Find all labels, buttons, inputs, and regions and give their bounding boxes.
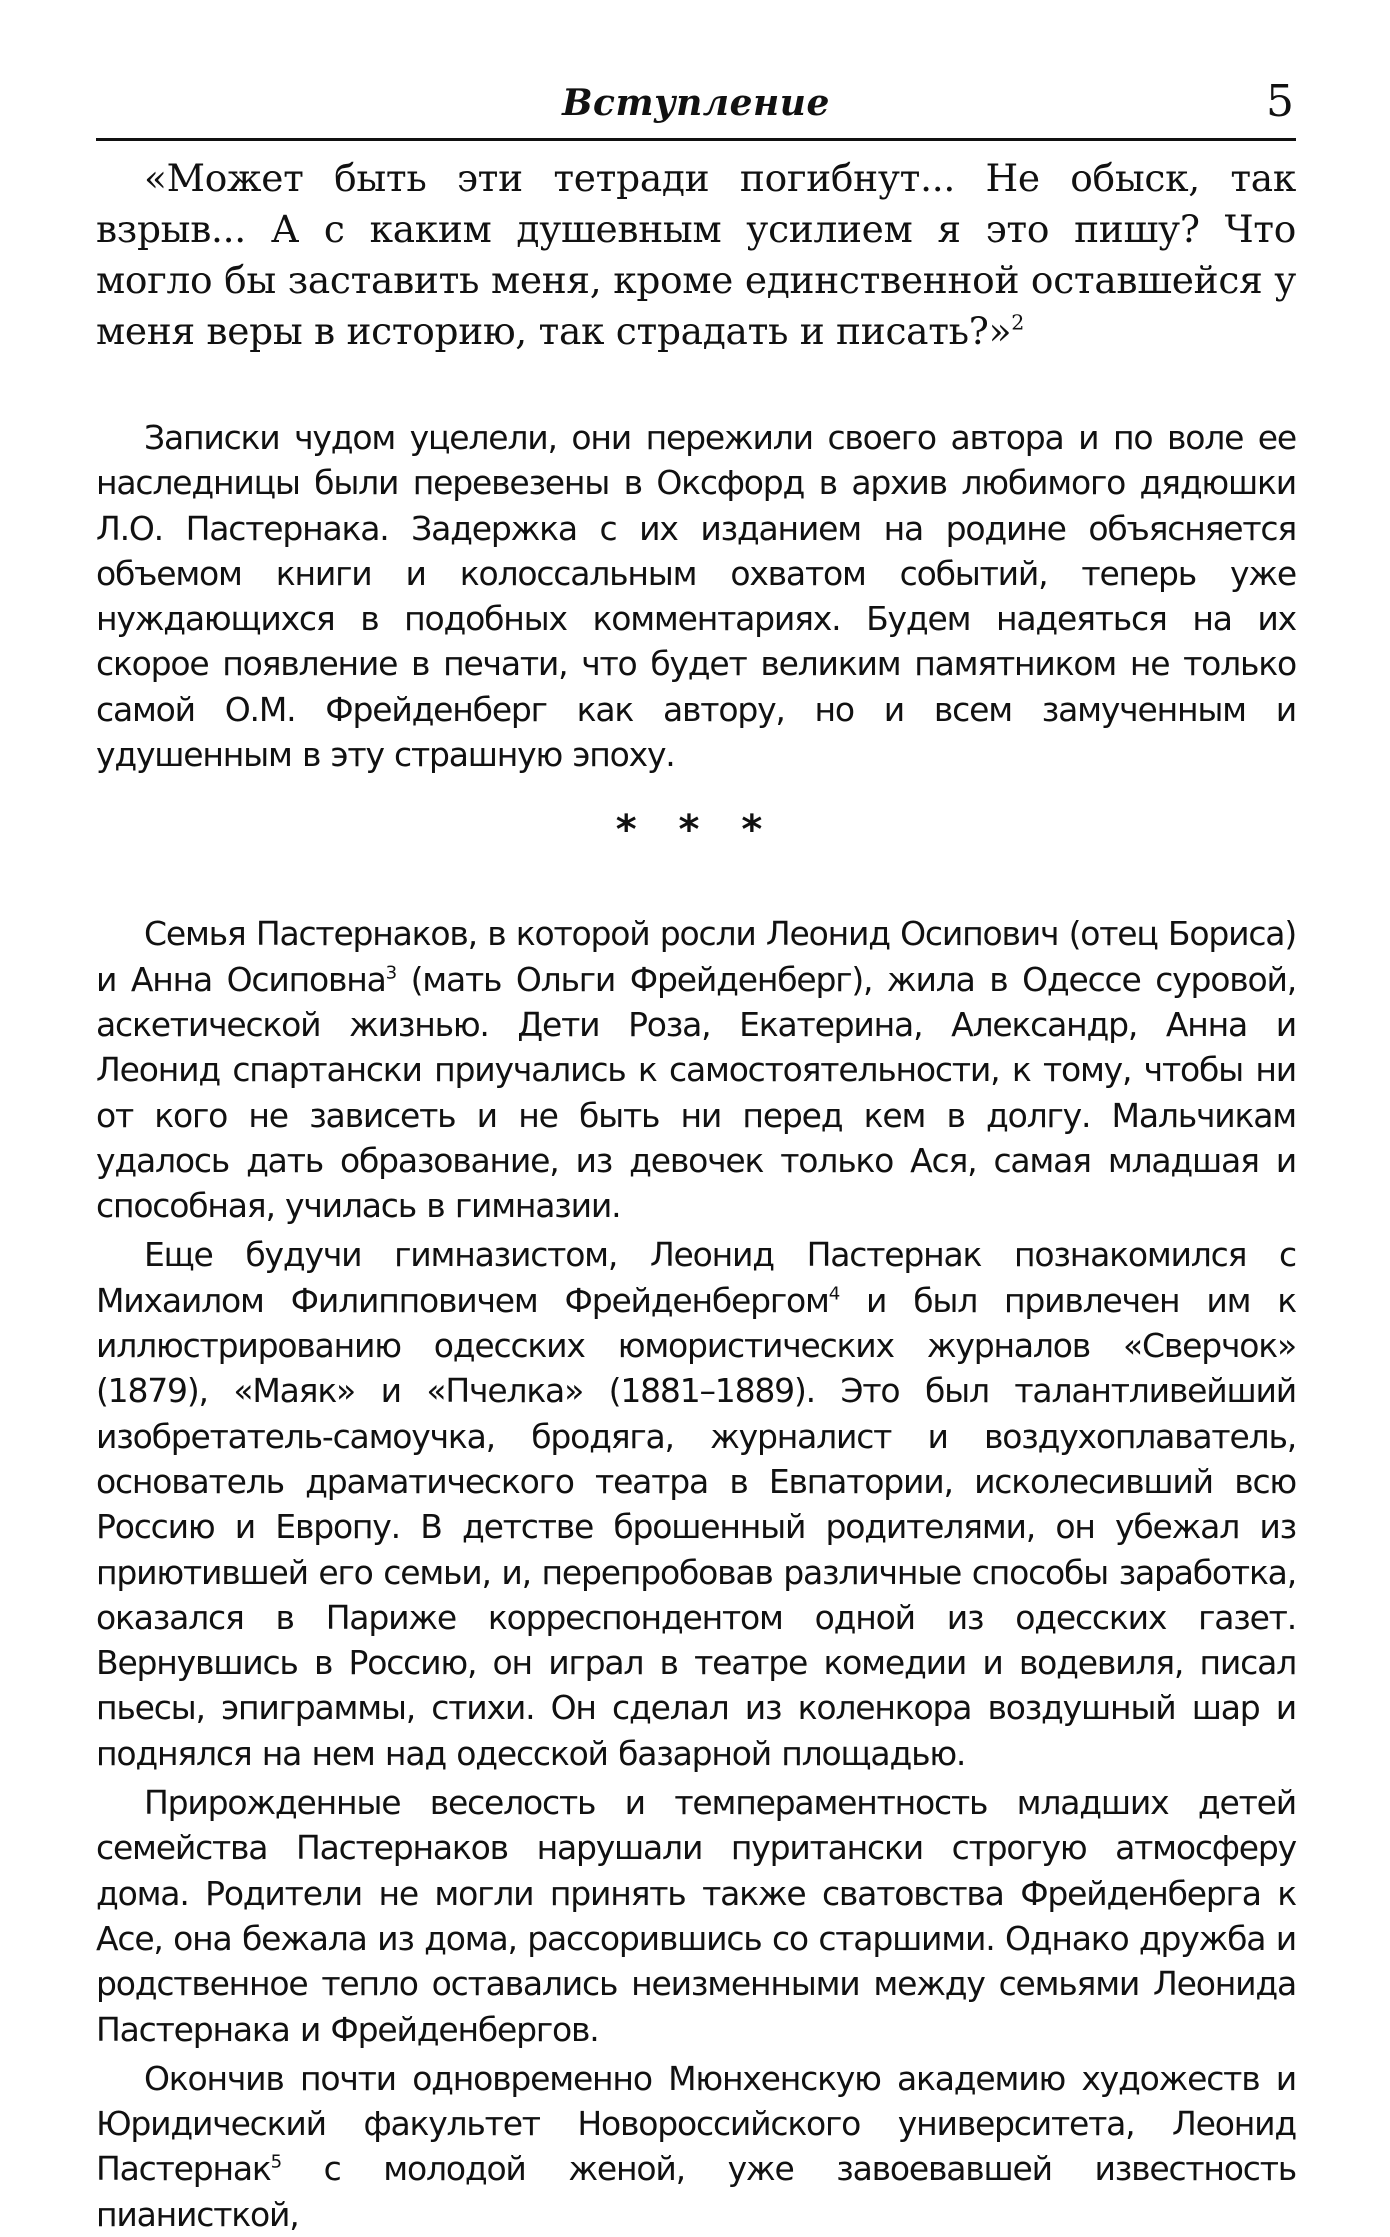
running-header [96,76,1296,141]
running-title: Вступление [562,82,830,124]
footnote-mark: 4 [828,1283,840,1305]
paragraph-3 [96,1232,1296,1776]
paragraph-5-text-a: Окончив почти одновременно Мюнхенскую академию художеств и Юридический факультет Новороссийского университета, Леонид Пастернак [96,2058,1296,2189]
footnote-mark: 3 [385,961,396,983]
paragraph-4: Прирожденные веселость и темпераментность младших детей семейства Пастернаков нарушали пуритански строгую атмосферу дома. Родители не могли принять также сватовства Фрейденберга к Асе, она бежала из дома, рассорившись со старшими. Однако дружба и родственное тепло оставались неизменными между семьями Леонида Пастернака и Фрейденбергов. [96,1783,1296,2049]
quote-text: «Может быть эти тетради погибнут... Не обыск, так взрыв... А с каким душевным усилием я это пишу? Что могло бы заставить меня, кроме единственной оставшейся у меня веры в историю, так страдать и писать?» [96,156,1296,353]
epigraph-quote [96,153,1296,357]
paragraph-3-text-b: и был привлечен им к иллюстрированию одесских юмористических журналов «Сверчок» (1879), «Маяк» и «Пчелка» (1881–1889). Это был талантливейший изобретатель-самоучка, бродяга, журналист и воздухоплаватель, основатель драматического театра в Евпатории, исколесивший всю Россию и Европу. В детстве брошенный родителями, он убежал из приютившей его семьи, и, перепробовав различные способы заработка, оказался в Париже корреспондентом одной из одесских газет. Вернувшись в Россию, он играл в театре комедии и водевиля, писал пьесы, эпиграммы, стихи. Он сделал из коленкора воздушный шар и поднялся на нем над одесской базарной площадью. [96,1280,1296,1773]
paragraph-3-text-a: Еще будучи гимназистом, Леонид Пастернак познакомился с Михаилом Филипповичем Фрейденбергом [96,1235,1296,1320]
paragraph-2-text-b: (мать Ольги Фрейденберг), жила в Одессе суровой, аскетической жизнью. Дети Роза, Екатерина, Александр, Анна и Леонид спартански приучались к самостоятельности, к тому, чтобы ни от кого не зависеть и не быть ни перед кем в долгу. Мальчикам удалось дать образование, из девочек только Ася, самая младшая и способная, училась в гимназии. [96,959,1297,1226]
paragraph-2 [96,911,1296,1228]
page-number: 5 [1266,76,1294,127]
section-separator: * * * [615,807,777,854]
paragraph-5 [96,2056,1296,2237]
book-page [96,76,1297,2237]
paragraph-5-text-b: с молодой женой, уже завоевавшей известность пианисткой, [96,2149,1296,2234]
footnote-mark: 5 [270,2151,281,2173]
paragraph-1: Записки чудом уцелели, они пережили своего автора и по воле ее наследницы были перевезены в Оксфорд в архив любимого дядюшки Л.О. Пастернака. Задержка с их изданием на родине объясняется объемом книги и колоссальным охватом событий, теперь уже нуждающихся в подобных комментариях. Будем надеяться на их скорое появление в печати, что будет великим памятником не только самой О.М. Фрейденберг как автору, но и всем замученным и удушенным в эту страшную эпоху. [96,418,1296,775]
footnote-mark: 2 [1011,310,1025,335]
paragraph-2-text-a: Семья Пастернаков, в которой росли Леонид Осипович (отец Бориса) и Анна Осиповна [96,914,1296,999]
